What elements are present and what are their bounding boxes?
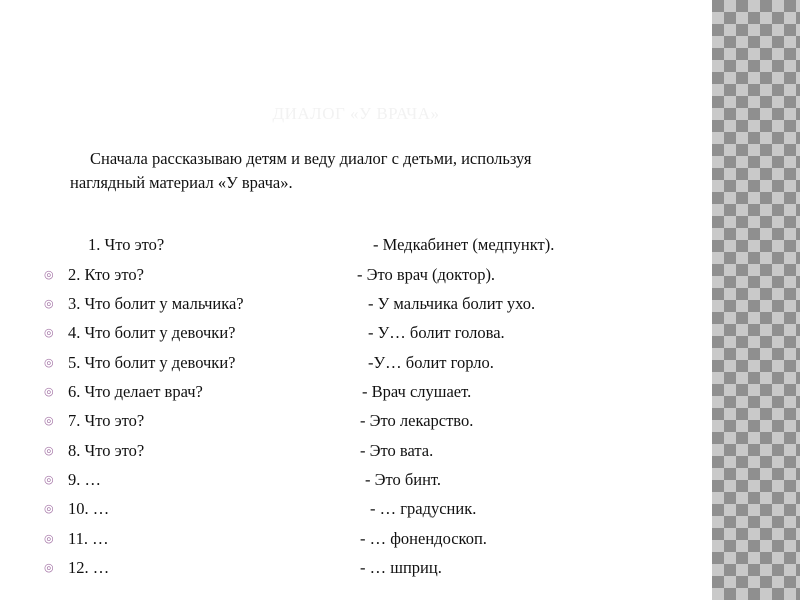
dialog-question: 1. Что это? — [88, 235, 165, 254]
dialog-question: 11. … — [68, 529, 109, 548]
dialog-row — [0, 262, 712, 288]
dialog-row — [0, 555, 712, 581]
bullet-icon: ◎ — [44, 415, 54, 427]
intro-line-1: Сначала рассказываю детям и веду диалог с детьми, используя — [90, 149, 532, 168]
slide-title: ДИАЛОГ «У ВРАЧА» — [272, 104, 440, 123]
dialog-question: 4. Что болит у девочки? — [68, 323, 236, 342]
dialog-answer: - … шприц. — [360, 558, 442, 577]
dialog-row — [0, 408, 712, 434]
dialog-answer: - … градусник. — [370, 499, 477, 518]
dialog-question: 8. Что это? — [68, 441, 145, 460]
dialog-answer: - … фонендоскоп. — [360, 529, 487, 548]
dialog-answer: - У мальчика болит ухо. — [368, 294, 536, 313]
dialog-row — [0, 379, 712, 405]
dialog-row — [0, 438, 712, 464]
dialog-row — [0, 526, 712, 552]
dialog-row — [0, 232, 712, 258]
dialog-answer: - Это бинт. — [365, 470, 442, 489]
dialog-row — [0, 350, 712, 376]
bullet-icon: ◎ — [44, 298, 54, 310]
bullet-icon: ◎ — [44, 357, 54, 369]
dialog-question: 5. Что болит у девочки? — [68, 353, 236, 372]
dialog-answer: - Врач слушает. — [362, 382, 472, 401]
dialog-answer: - Это вата. — [360, 441, 434, 460]
intro-paragraph — [70, 147, 650, 195]
dialog-answer: -У… болит горло. — [368, 353, 494, 372]
bullet-icon: ◎ — [44, 327, 54, 339]
bullet-icon: ◎ — [44, 445, 54, 457]
dialog-question: 9. … — [68, 470, 101, 489]
decorative-side-panel — [712, 0, 800, 600]
bullet-icon: ◎ — [44, 533, 54, 545]
bullet-icon: ◎ — [44, 562, 54, 574]
dialog-row — [0, 320, 712, 346]
intro-line-2: наглядный материал «У врача». — [70, 173, 293, 192]
dialog-question: 12. … — [68, 558, 110, 577]
dialog-answer: - Это лекарство. — [360, 411, 474, 430]
bullet-icon: ◎ — [44, 474, 54, 486]
dialog-row — [0, 467, 712, 493]
dialog-question: 6. Что делает врач? — [68, 382, 203, 401]
bullet-icon: ◎ — [44, 269, 54, 281]
dialog-question: 2. Кто это? — [68, 265, 144, 284]
dialog-answer: - У… болит голова. — [368, 323, 505, 342]
bullet-icon: ◎ — [44, 386, 54, 398]
dialog-question: 10. … — [68, 499, 110, 518]
dialog-answer: - Это врач (доктор). — [357, 265, 496, 284]
dialog-question: 3. Что болит у мальчика? — [68, 294, 244, 313]
dialog-row — [0, 496, 712, 522]
dialog-row — [0, 291, 712, 317]
bullet-icon: ◎ — [44, 503, 54, 515]
dialog-question: 7. Что это? — [68, 411, 145, 430]
dialog-answer: - Медкабинет (медпункт). — [373, 235, 555, 254]
